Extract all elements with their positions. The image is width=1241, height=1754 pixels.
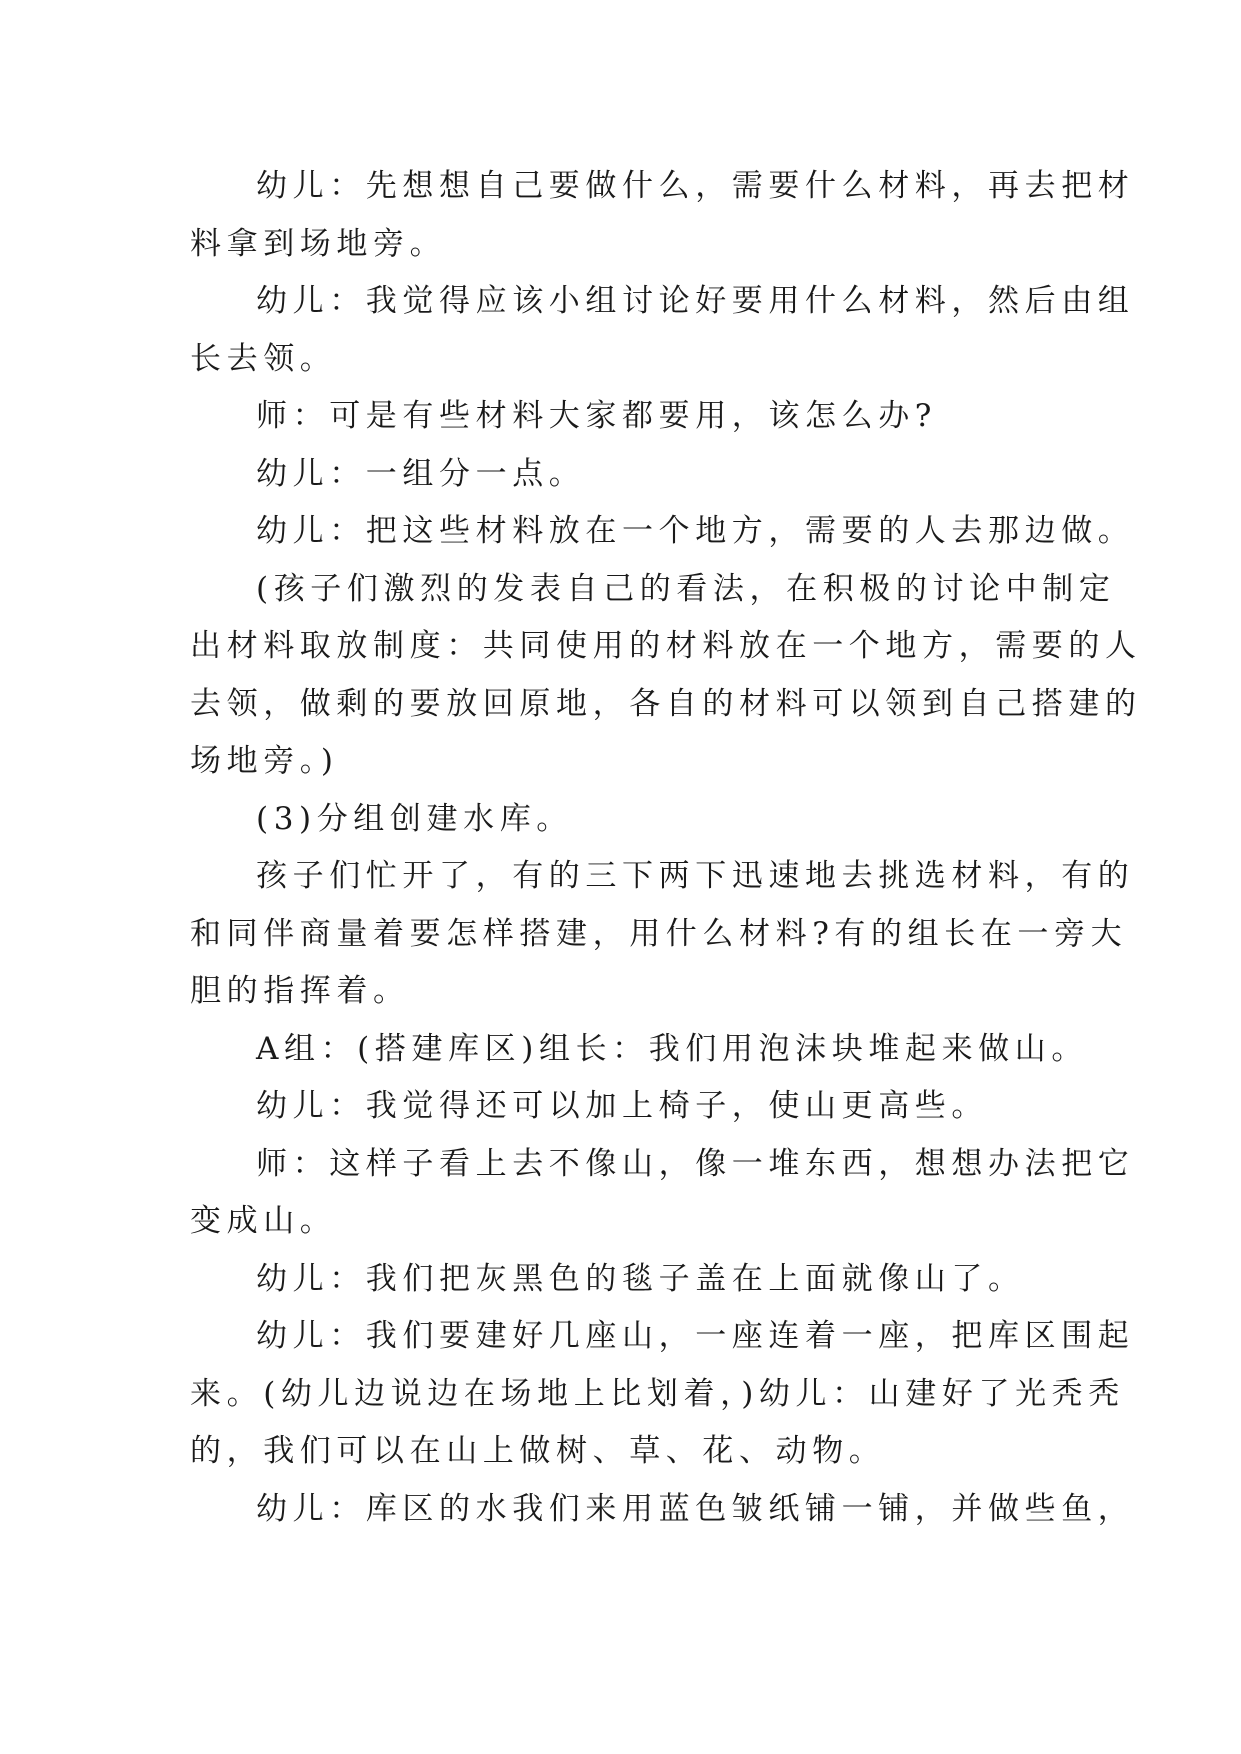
text-line: A组：(搭建库区)组长：我们用泡沫块堆起来做山。 bbox=[256, 1030, 1088, 1067]
text-line: 来。(幼儿边说边在场地上比划着，)幼儿：山建好了光秃秃 bbox=[190, 1375, 1125, 1412]
text-line: 场地旁。) bbox=[190, 743, 339, 779]
text-line: 幼儿：一组分一点。 bbox=[256, 455, 586, 492]
text-line: 幼儿：把这些材料放在一个地方，需要的人去那边做。 bbox=[256, 513, 1135, 549]
text-line: (孩子们激烈的发表自己的看法，在积极的讨论中制定 bbox=[256, 570, 1116, 607]
text-line: 的，我们可以在山上做树、草、花、动物。 bbox=[190, 1433, 886, 1469]
text-line: 幼儿：我们要建好几座山，一座连着一座，把库区围起 bbox=[256, 1318, 1135, 1354]
text-line: 料拿到场地旁。 bbox=[190, 225, 447, 262]
text-line: 幼儿：先想想自己要做什么，需要什么材料，再去把材 bbox=[256, 168, 1135, 204]
text-line: 变成山。 bbox=[190, 1203, 337, 1239]
text-line: 出材料取放制度：共同使用的材料放在一个地方，需要的人 bbox=[190, 628, 1142, 664]
text-line: 和同伴商量着要怎样搭建，用什么材料?有的组长在一旁大 bbox=[190, 915, 1128, 952]
text-line: 长去领。 bbox=[190, 340, 337, 377]
text-line: (3)分组创建水库。 bbox=[256, 800, 573, 837]
text-line: 幼儿：库区的水我们来用蓝色皱纸铺一铺，并做些鱼， bbox=[256, 1490, 1135, 1527]
text-line: 幼儿：我觉得应该小组讨论好要用什么材料，然后由组 bbox=[256, 283, 1135, 319]
text-line: 孩子们忙开了，有的三下两下迅速地去挑选材料，有的 bbox=[256, 858, 1135, 894]
text-line: 幼儿：我们把灰黑色的毯子盖在上面就像山了。 bbox=[256, 1260, 1025, 1297]
text-line: 师：可是有些材料大家都要用，该怎么办? bbox=[256, 398, 938, 434]
text-line: 胆的指挥着。 bbox=[190, 973, 410, 1009]
text-line: 师：这样子看上去不像山，像一堆东西，想想办法把它 bbox=[256, 1145, 1135, 1182]
text-line: 去领，做剩的要放回原地，各自的材料可以领到自己搭建的 bbox=[190, 685, 1142, 722]
text-line: 幼儿：我觉得还可以加上椅子，使山更高些。 bbox=[256, 1088, 988, 1124]
document-body bbox=[190, 158, 1142, 1538]
